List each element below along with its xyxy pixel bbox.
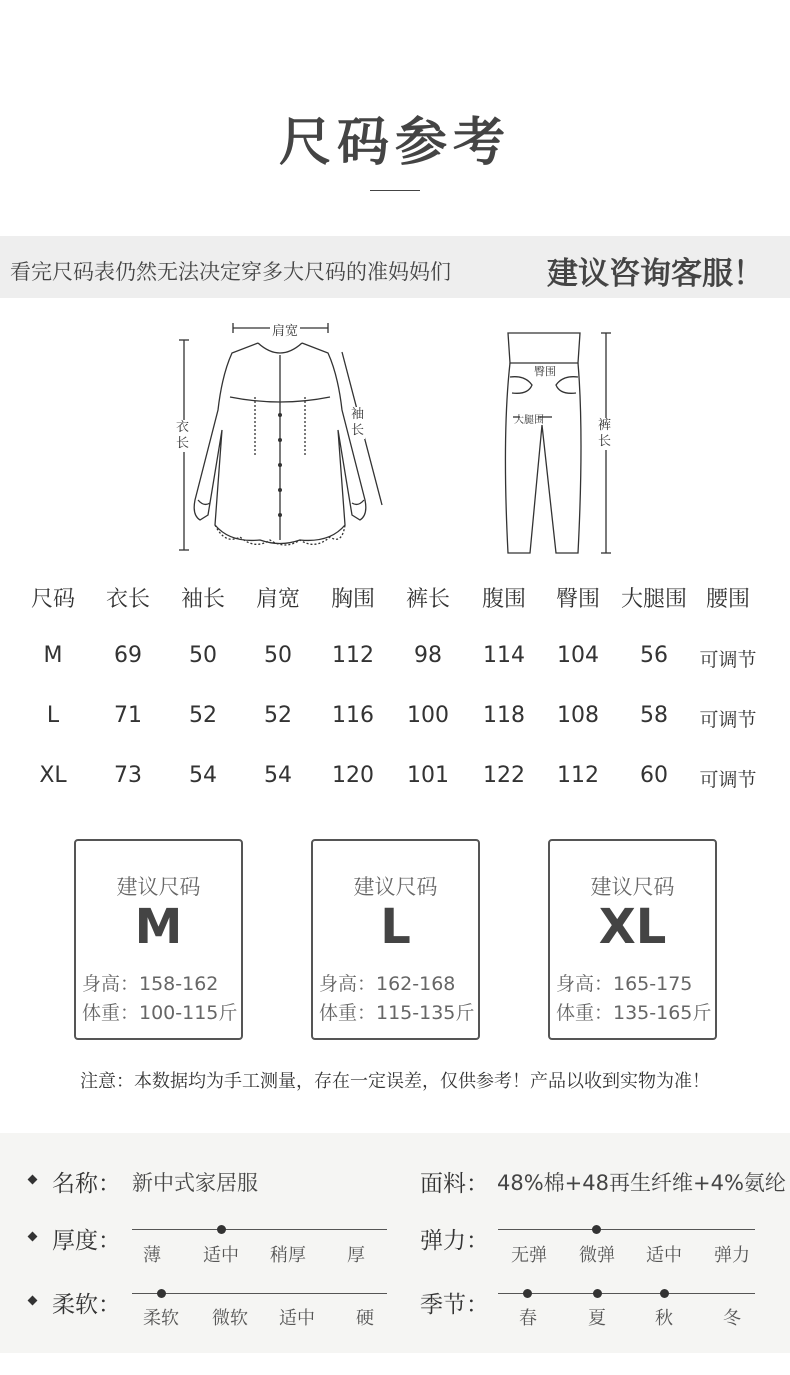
season-marker [660, 1289, 669, 1298]
card-weight: 体重：100-115斤 [82, 1002, 238, 1024]
col-header-chest: 胸围 [330, 587, 375, 612]
thickness-scale [132, 1229, 387, 1230]
card-size: M [134, 899, 183, 955]
softness-option: 硬 [356, 1308, 374, 1329]
col-header-hip: 臀围 [555, 587, 600, 612]
col-header-length: 衣长 [105, 587, 150, 612]
col-header-size: 尺码 [30, 587, 75, 612]
table-cell: 118 [483, 703, 525, 728]
softness-label: 柔软： [52, 1292, 121, 1318]
thickness-option: 厚 [347, 1245, 365, 1266]
bullet-icon [28, 1232, 38, 1242]
card-size: L [380, 899, 411, 955]
col-header-pants-length: 裤长 [405, 587, 450, 612]
card-height: 身高：165-175 [556, 973, 693, 995]
table-cell: 71 [114, 703, 142, 728]
name-label: 名称： [52, 1171, 121, 1197]
table-cell: 58 [640, 703, 668, 728]
thickness-option: 适中 [203, 1245, 239, 1266]
card-label: 建议尺码 [353, 875, 438, 899]
elasticity-option: 微弹 [579, 1245, 615, 1266]
elasticity-option: 无弹 [511, 1245, 547, 1266]
table-cell: 60 [640, 763, 668, 788]
name-value: 新中式家居服 [132, 1171, 258, 1195]
table-cell: 52 [264, 703, 292, 728]
bullet-icon [28, 1296, 38, 1306]
softness-option: 适中 [279, 1308, 315, 1329]
season-option: 秋 [655, 1308, 673, 1329]
table-cell: 120 [332, 763, 374, 788]
table-cell: 100 [407, 703, 449, 728]
col-header-waist: 腰围 [705, 587, 750, 612]
table-cell: M [43, 643, 63, 668]
table-cell: 73 [114, 763, 142, 788]
season-option: 夏 [588, 1308, 606, 1329]
size-card-m [74, 839, 243, 1040]
card-height: 身高：162-168 [319, 973, 456, 995]
table-cell: 可调节 [699, 709, 757, 731]
table-cell: 122 [483, 763, 525, 788]
table-cell: 50 [189, 643, 217, 668]
diagram-label-sleeve: 袖长 [351, 407, 365, 438]
table-cell: 可调节 [699, 649, 757, 671]
thickness-marker [217, 1225, 226, 1234]
table-cell: 112 [557, 763, 599, 788]
bullet-icon [28, 1175, 38, 1185]
card-weight: 体重：115-135斤 [319, 1002, 475, 1024]
season-option: 春 [519, 1308, 537, 1329]
diagram-label-hip: 臀围 [534, 365, 556, 378]
table-cell: 54 [264, 763, 292, 788]
elasticity-option: 弹力 [714, 1245, 750, 1266]
banner-cta: 建议咨询客服！ [547, 256, 764, 292]
season-scale [498, 1293, 755, 1294]
elasticity-scale [498, 1229, 755, 1230]
table-cell: 98 [414, 643, 442, 668]
table-cell: 可调节 [699, 769, 757, 791]
card-size: XL [598, 899, 667, 955]
elasticity-option: 适中 [646, 1245, 682, 1266]
table-cell: 112 [332, 643, 374, 668]
card-height: 身高：158-162 [82, 973, 219, 995]
thickness-option: 薄 [143, 1245, 161, 1266]
table-cell: 104 [557, 643, 599, 668]
table-cell: XL [39, 763, 67, 788]
size-card-l [311, 839, 480, 1040]
table-cell: 116 [332, 703, 374, 728]
banner-text: 看完尺码表仍然无法决定穿多大尺码的准妈妈们 [10, 260, 451, 284]
fabric-label: 面料： [420, 1171, 489, 1197]
size-card-xl [548, 839, 717, 1040]
season-label: 季节： [420, 1292, 489, 1318]
table-cell: 114 [483, 643, 525, 668]
table-cell: 52 [189, 703, 217, 728]
table-cell: 54 [189, 763, 217, 788]
diagram-label-thigh: 大腿围 [514, 415, 544, 426]
elasticity-marker [592, 1225, 601, 1234]
table-cell: 101 [407, 763, 449, 788]
diagram-label-length: 衣长 [176, 420, 190, 451]
softness-scale [132, 1293, 387, 1294]
col-header-sleeve: 袖长 [180, 587, 225, 612]
table-cell: 69 [114, 643, 142, 668]
table-cell: 56 [640, 643, 668, 668]
diagram-label-pants-length: 裤长 [598, 418, 612, 449]
disclaimer-note: 注意：本数据均为手工测量，存在一定误差，仅供参考！产品以收到实物为准！ [80, 1071, 710, 1092]
size-diagram [170, 315, 630, 565]
table-cell: L [46, 703, 60, 728]
thickness-option: 稍厚 [270, 1245, 306, 1266]
page-title: 尺码参考 [278, 113, 511, 173]
fabric-value: 48%棉+48再生纤维+4%氨纶 [497, 1171, 786, 1195]
table-cell: 50 [264, 643, 292, 668]
softness-option: 微软 [212, 1308, 248, 1329]
softness-option: 柔软 [143, 1308, 179, 1329]
col-header-belly: 腹围 [481, 587, 526, 612]
title-underline [370, 190, 420, 191]
season-marker [593, 1289, 602, 1298]
season-marker [523, 1289, 532, 1298]
softness-marker [157, 1289, 166, 1298]
product-info-panel [0, 1133, 790, 1353]
thickness-label: 厚度： [52, 1228, 121, 1254]
season-option: 冬 [723, 1308, 741, 1329]
col-header-shoulder: 肩宽 [255, 587, 300, 612]
table-cell: 108 [557, 703, 599, 728]
elasticity-label: 弹力： [420, 1228, 489, 1254]
col-header-thigh: 大腿围 [620, 587, 687, 612]
card-weight: 体重：135-165斤 [556, 1002, 712, 1024]
card-label: 建议尺码 [590, 875, 675, 899]
card-label: 建议尺码 [116, 875, 201, 899]
diagram-label-shoulder: 肩宽 [270, 320, 300, 339]
